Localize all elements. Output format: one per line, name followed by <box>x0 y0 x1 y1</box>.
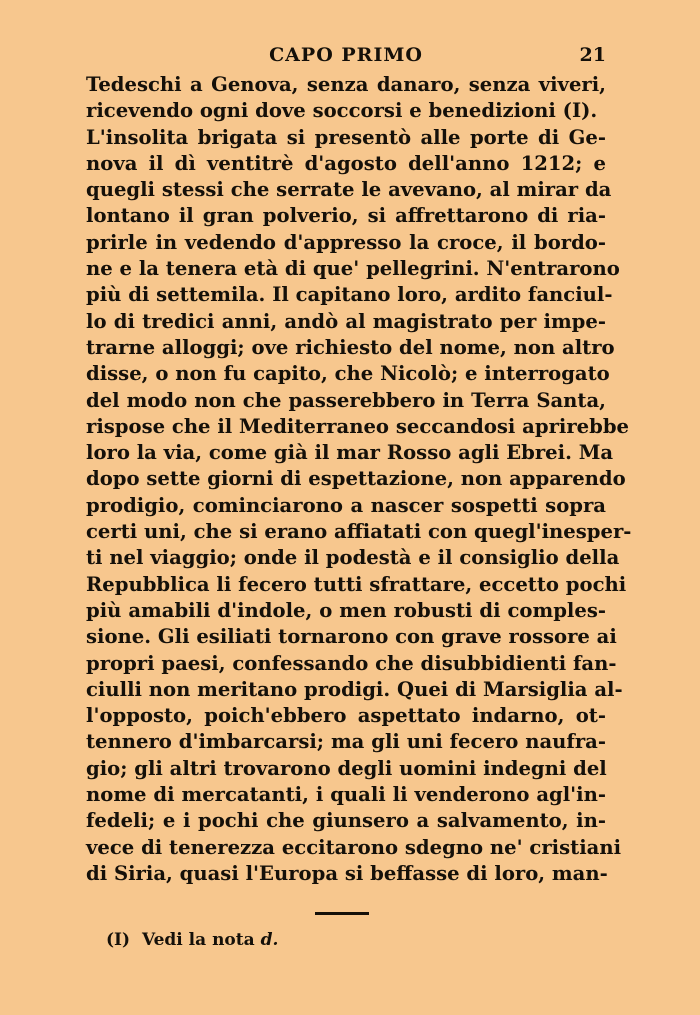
footnote <box>106 930 278 950</box>
page-number: 21 <box>579 44 606 66</box>
text-line: ciulli non meritano prodigi. Quei di Marsiglia al- <box>86 677 623 701</box>
text-line: vece di tenerezza eccitarono sdegno ne' cristiani <box>86 835 622 859</box>
text-line: ne e la tenera età di que' pellegrini. N'entrarono <box>86 257 620 281</box>
text-line: Tedeschi a Genova, senza danaro, senza viveri, <box>86 73 606 96</box>
text-line: rispose che il Mediterraneo seccandosi aprirebbe <box>86 414 629 438</box>
text-line: L'insolita brigata si presentò alle porte di Ge- <box>86 125 606 149</box>
text-line: ti nel viaggio; onde il podestà e il consiglio della <box>86 546 620 570</box>
text-line: certi uni, che si erano affiatati con quegl'inesper- <box>86 520 632 544</box>
text-line: propri paesi, confessando che disubbidienti fan- <box>86 651 617 675</box>
text-line: nome di mercatanti, i quali li venderono agl'in- <box>86 783 606 807</box>
page-header <box>86 44 606 70</box>
text-line: l'opposto, poich'ebbero aspettato indarno, ot- <box>86 704 606 728</box>
text-line: trarne alloggi; ove richiesto del nome, non altro <box>86 335 615 359</box>
text-line: loro la via, come già il mar Rosso agli Ebrei. Ma <box>86 441 614 465</box>
text-line: nova il dì ventitrè d'agosto dell'anno 1212; e <box>86 151 606 175</box>
text-line: di Siria, quasi l'Europa si beffasse di loro, man- <box>86 861 608 885</box>
text-line: Repubblica li fecero tutti sfrattare, eccetto pochi <box>86 572 627 596</box>
text-line: più di settemila. Il capitano loro, ardito fanciul- <box>86 283 613 307</box>
text-line: lo di tredici anni, andò al magistrato per impe- <box>86 309 606 333</box>
text-line: prodigio, cominciarono a nascer sospetti sopra <box>86 493 606 517</box>
body-text <box>86 72 632 887</box>
text-line: lontano il gran polverio, si affrettarono di ria- <box>86 204 606 228</box>
footnote-text: Vedi la nota <box>141 930 255 950</box>
text-line: fedeli; e i pochi che giunsero a salvamento, in- <box>86 809 606 833</box>
footnote-ref: d. <box>260 930 279 950</box>
text-line: più amabili d'indole, o men robusti di comples- <box>86 598 606 622</box>
text-line: dopo sette giorni di espettazione, non apparendo <box>86 467 626 491</box>
text-line: ricevendo ogni dove soccorsi e benedizioni (I). <box>86 99 598 123</box>
text-line: tennero d'imbarcarsi; ma gli uni fecero naufra- <box>86 730 606 754</box>
text-line: prirle in vedendo d'appresso la croce, il bordo- <box>86 230 606 254</box>
text-line: disse, o non fu capito, che Nicolò; e interrogato <box>86 362 610 386</box>
text-line: del modo non che passerebbero in Terra Santa, <box>86 388 606 412</box>
footnote-marker: (I) <box>106 930 131 950</box>
text-line: quegli stessi che serrate le avevano, al mirar da <box>86 178 612 202</box>
text-line: sione. Gli esiliati tornarono con grave rossore ai <box>86 625 617 649</box>
running-title: CAPO PRIMO <box>269 44 423 66</box>
footnote-separator <box>315 912 369 915</box>
text-line: gio; gli altri trovarono degli uomini indegni del <box>86 756 607 780</box>
